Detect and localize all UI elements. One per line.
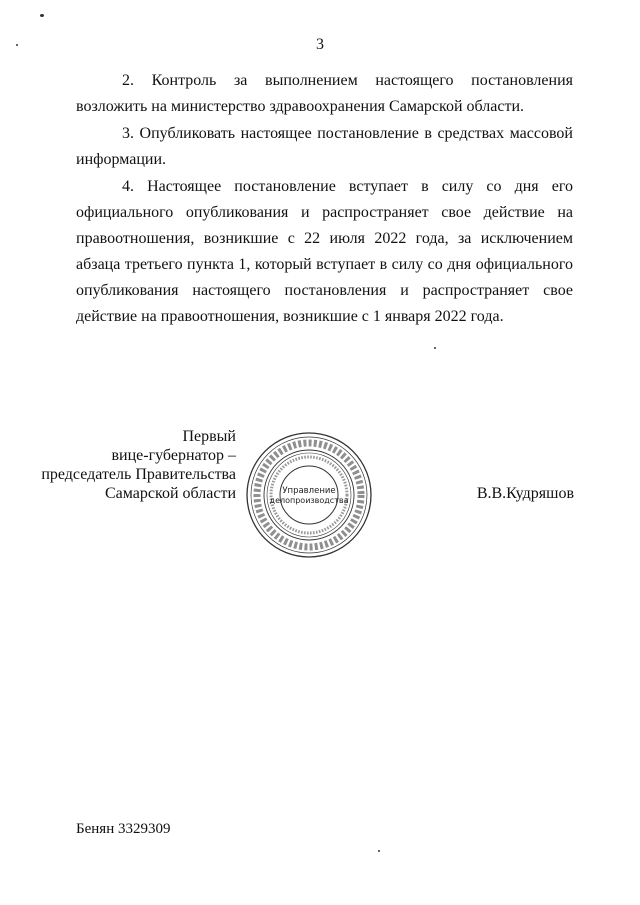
scan-speck bbox=[16, 44, 18, 46]
signer-name: В.В.Кудряшов bbox=[476, 485, 574, 502]
scan-speck bbox=[434, 347, 436, 349]
scan-speck bbox=[40, 14, 44, 17]
signer-title-line: вице-губернатор – bbox=[111, 447, 236, 464]
paragraph-item-3: 3. Опубликовать настоящее постановление в средствах массовой информации. bbox=[76, 125, 573, 168]
scan-speck bbox=[378, 850, 380, 852]
official-seal-stamp bbox=[244, 430, 374, 560]
paragraph-item-2: 2. Контроль за выполнением настоящего постановления возложить на министерство здравоохранения Самарской области. bbox=[76, 72, 573, 115]
seal-center-line: Управление bbox=[282, 486, 336, 496]
page-number: 3 bbox=[316, 36, 324, 53]
signer-title-block bbox=[40, 427, 236, 503]
seal-center-line: делопроизводства bbox=[269, 496, 349, 505]
signer-title-line: Самарской области bbox=[105, 485, 236, 502]
paragraph-item-4: 4. Настоящее постановление вступает в силу со дня его официального опубликования и распространяет свое действие на правоотношения, возникшие с 22 июля 2022 года, за исключением абзаца третьего пункта 1, который вступает в силу со дня официального опубликования настоящего постановления и распространяет свое действие на правоотношения, возникшие с 1 января 2022 года. bbox=[76, 178, 573, 325]
footer-reference: Бенян 3329309 bbox=[76, 821, 171, 837]
signer-title-line: Первый bbox=[182, 428, 236, 445]
signer-title-line: председатель Правительства bbox=[41, 466, 236, 483]
